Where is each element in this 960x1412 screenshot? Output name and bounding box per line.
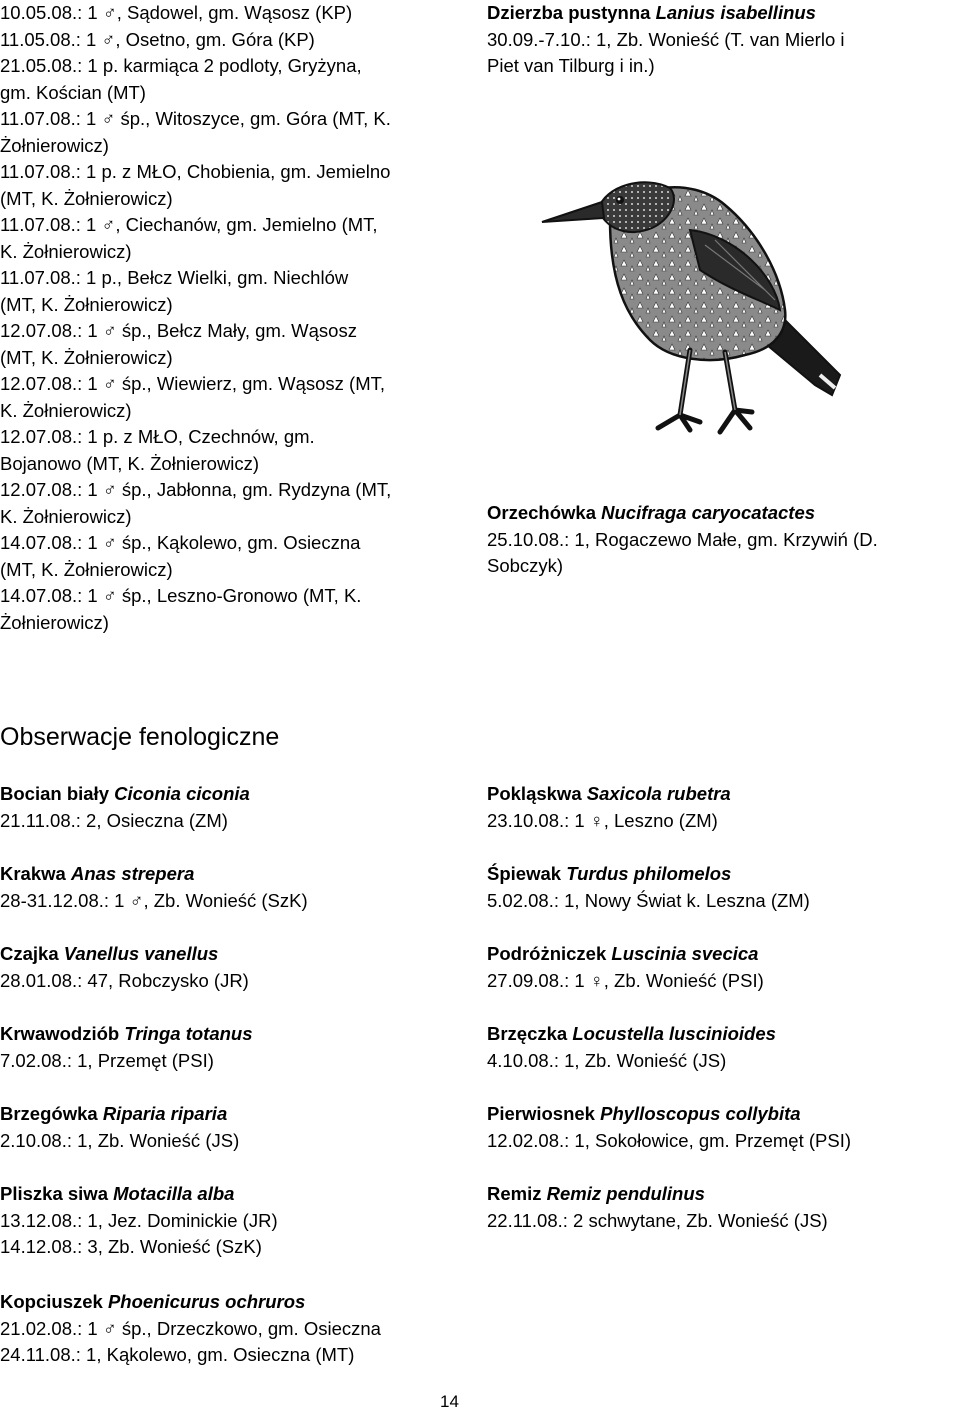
record-line: 22.11.08.: 2 schwytane, Zb. Wonieść (JS) xyxy=(487,1209,828,1231)
nutcracker-bird-illustration xyxy=(540,160,870,480)
record-line: 28-31.12.08.: 1 ♂, Zb. Wonieść (SzK) xyxy=(0,889,308,911)
record-line: K. Żołnierowicz) xyxy=(0,505,132,527)
records-list-top-left xyxy=(0,0,450,636)
page-number: 14 xyxy=(440,1392,459,1411)
species-heading xyxy=(0,1181,450,1208)
species-entry xyxy=(0,1181,450,1261)
species-heading xyxy=(0,861,450,888)
species-name-latin: Nucifraga caryocatactes xyxy=(601,502,816,523)
record-line: 2.10.08.: 1, Zb. Wonieść (JS) xyxy=(0,1129,240,1151)
record-line: 13.12.08.: 1, Jez. Dominickie (JR) xyxy=(0,1209,278,1231)
species-entry xyxy=(487,941,947,994)
record-line: 10.05.08.: 1 ♂, Sądowel, gm. Wąsosz (KP) xyxy=(0,2,353,23)
phenology-left-column xyxy=(0,781,450,1288)
species-name-latin: Phoenicurus ochruros xyxy=(107,1291,306,1312)
species-name-latin: Saxicola rubetra xyxy=(586,783,731,804)
record-line: 14.07.08.: 1 ♂ śp., Kąkolewo, gm. Osieczna xyxy=(0,532,361,553)
species-entry xyxy=(0,941,450,994)
species-entry xyxy=(487,1181,947,1234)
record-line: 11.05.08.: 1 ♂, Osetno, gm. Góra (KP) xyxy=(0,28,315,50)
species-name-pl: Remiz xyxy=(487,1183,542,1204)
species-entry xyxy=(487,1021,947,1074)
species-name-latin: Tringa totanus xyxy=(124,1023,253,1044)
species-heading-orzechowka xyxy=(487,500,947,527)
record-line: 5.02.08.: 1, Nowy Świat k. Leszna (ZM) xyxy=(487,889,810,911)
record-line: Żołnierowicz) xyxy=(0,134,109,156)
record-line: 11.07.08.: 1 ♂ śp., Witoszyce, gm. Góra (MT, K. xyxy=(0,108,391,129)
species-heading xyxy=(487,1181,947,1208)
species-name-pl: Śpiewak xyxy=(487,863,562,884)
species-heading-kopciuszek xyxy=(0,1289,900,1316)
record-line: Piet van Tilburg i in.) xyxy=(487,55,655,76)
record-line: 11.07.08.: 1 p. z MŁO, Chobienia, gm. Jemielno xyxy=(0,161,391,182)
species-name-latin: Riparia riparia xyxy=(102,1103,228,1124)
species-heading xyxy=(487,1101,947,1128)
record-line: (MT, K. Żołnierowicz) xyxy=(0,187,173,209)
record-line: 7.02.08.: 1, Przemęt (PSI) xyxy=(0,1049,214,1071)
kopciuszek-record xyxy=(0,1289,900,1369)
record-line: 25.10.08.: 1, Rogaczewo Małe, gm. Krzywiń (D. xyxy=(487,528,878,550)
record-line: Sobczyk) xyxy=(487,555,564,576)
record-line: 12.07.08.: 1 ♂ śp., Bełcz Mały, gm. Wąsosz xyxy=(0,320,357,341)
section-title: Obserwacje fenologiczne xyxy=(0,723,280,751)
species-name-pl: Dzierzba pustynna xyxy=(487,2,651,23)
species-name-latin: Motacilla alba xyxy=(113,1183,235,1204)
species-entry xyxy=(0,781,450,834)
species-heading xyxy=(0,941,450,968)
species-heading-dzierzba xyxy=(487,0,947,27)
record-line: 23.10.08.: 1 ♀, Leszno (ZM) xyxy=(487,809,718,831)
record-line: 11.07.08.: 1 p., Bełcz Wielki, gm. Niechlów xyxy=(0,267,349,288)
species-name-latin: Turdus philomelos xyxy=(566,863,732,884)
record-line: 21.02.08.: 1 ♂ śp., Drzeczkowo, gm. Osieczna xyxy=(0,1317,381,1339)
species-name-latin: Locustella luscinioides xyxy=(572,1023,776,1044)
species-name-latin: Luscinia svecica xyxy=(611,943,759,964)
species-name-pl: Krakwa xyxy=(0,863,66,884)
record-line: 4.10.08.: 1, Zb. Wonieść (JS) xyxy=(487,1049,727,1071)
species-entry xyxy=(487,861,947,914)
record-line: 12.07.08.: 1 ♂ śp., Wiewierz, gm. Wąsosz (MT, xyxy=(0,373,386,394)
record-line: 24.11.08.: 1, Kąkolewo, gm. Osieczna (MT) xyxy=(0,1344,355,1365)
record-line: Bojanowo (MT, K. Żołnierowicz) xyxy=(0,452,260,474)
species-name-latin: Lanius isabellinus xyxy=(655,2,816,23)
record-line: 12.07.08.: 1 ♂ śp., Jabłonna, gm. Rydzyna (MT, xyxy=(0,479,392,500)
species-name-pl: Pliszka siwa xyxy=(0,1183,108,1204)
species-heading xyxy=(487,781,947,808)
record-line: gm. Kościan (MT) xyxy=(0,81,146,103)
record-line: 14.07.08.: 1 ♂ śp., Leszno-Gronowo (MT, K. xyxy=(0,585,362,606)
species-name-pl: Orzechówka xyxy=(487,502,596,523)
species-heading xyxy=(487,941,947,968)
record-line: 12.07.08.: 1 p. z MŁO, Czechnów, gm. xyxy=(0,426,315,447)
species-name-pl: Brzegówka xyxy=(0,1103,98,1124)
species-entry xyxy=(487,1101,947,1154)
record-line: (MT, K. Żołnierowicz) xyxy=(0,346,173,368)
record-line: 28.01.08.: 47, Robczysko (JR) xyxy=(0,969,249,991)
species-name-latin: Phylloscopus collybita xyxy=(600,1103,801,1124)
record-line: 27.09.08.: 1 ♀, Zb. Wonieść (PSI) xyxy=(487,969,764,991)
record-line: (MT, K. Żołnierowicz) xyxy=(0,293,173,315)
species-name-pl: Brzęczka xyxy=(487,1023,568,1044)
species-name-pl: Podróżniczek xyxy=(487,943,607,964)
record-line: 14.12.08.: 3, Zb. Wonieść (SzK) xyxy=(0,1236,262,1257)
species-name-latin: Anas strepera xyxy=(70,863,195,884)
record-line: K. Żołnierowicz) xyxy=(0,240,132,262)
record-line: 21.11.08.: 2, Osieczna (ZM) xyxy=(0,809,228,831)
species-heading xyxy=(487,861,947,888)
species-heading xyxy=(0,1101,450,1128)
orzechowka-record xyxy=(487,500,947,580)
species-heading xyxy=(0,781,450,808)
species-entry xyxy=(0,1101,450,1154)
records-top-right xyxy=(487,0,947,80)
record-line: 12.02.08.: 1, Sokołowice, gm. Przemęt (PSI) xyxy=(487,1129,851,1151)
species-name-pl: Czajka xyxy=(0,943,59,964)
species-name-latin: Remiz pendulinus xyxy=(546,1183,705,1204)
species-heading xyxy=(487,1021,947,1048)
species-entry xyxy=(487,781,947,834)
species-name-pl: Pokląskwa xyxy=(487,783,582,804)
record-line: (MT, K. Żołnierowicz) xyxy=(0,558,173,580)
species-heading xyxy=(0,1021,450,1048)
species-name-pl: Bocian biały xyxy=(0,783,109,804)
species-entry xyxy=(0,861,450,914)
species-name-pl: Kopciuszek xyxy=(0,1291,103,1312)
record-line: K. Żołnierowicz) xyxy=(0,399,132,421)
record-line: 30.09.-7.10.: 1, Zb. Wonieść (T. van Mierlo i xyxy=(487,28,845,50)
record-line: 21.05.08.: 1 p. karmiąca 2 podloty, Gryżyna, xyxy=(0,55,362,76)
species-entry xyxy=(0,1021,450,1074)
species-name-pl: Pierwiosnek xyxy=(487,1103,595,1124)
species-name-pl: Krwawodziób xyxy=(0,1023,120,1044)
phenology-right-column xyxy=(487,781,947,1261)
species-name-latin: Ciconia ciconia xyxy=(114,783,250,804)
record-line: 11.07.08.: 1 ♂, Ciechanów, gm. Jemielno (MT, xyxy=(0,214,378,235)
record-line: Żołnierowicz) xyxy=(0,611,109,633)
species-name-latin: Vanellus vanellus xyxy=(63,943,219,964)
